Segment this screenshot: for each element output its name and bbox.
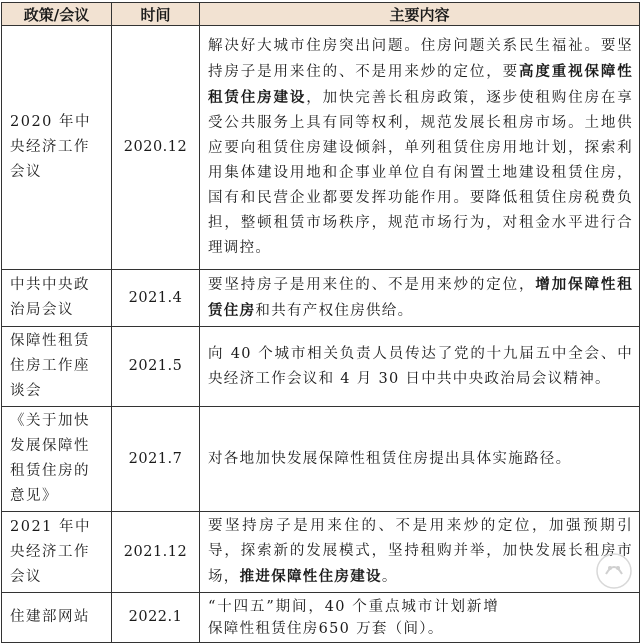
header-content: 主要内容	[200, 3, 640, 26]
header-policy: 政策/会议	[2, 3, 112, 26]
content-text: 。	[381, 569, 398, 585]
time-cell: 2022.1	[112, 593, 200, 643]
content-cell	[200, 26, 640, 270]
table-row	[2, 512, 640, 593]
table-row	[2, 26, 640, 270]
time-cell: 2021.7	[112, 407, 200, 512]
content-cell	[200, 407, 640, 512]
content-text: 解决好大城市住房突出问题。住房问题关系民生福祉。要坚持房子是用来住的、不是用来炒的定位，要	[208, 38, 633, 80]
content-text: 要坚持房子是用来住的、不是用来炒的定位，	[208, 277, 536, 293]
content-emphasis: 增加保障性租赁住房	[208, 276, 633, 319]
policy-cell: 2020 年中央经济工作会议	[2, 26, 112, 270]
watermark-logo-icon	[595, 552, 633, 590]
content-text: 要坚持房子是用来住的、不是用来炒的定位，加强预期引导，探索新的发展模式，坚持租购并举，加快发展长租房市场，	[208, 518, 633, 585]
content-text: 和共有产权住房供给。	[255, 303, 414, 319]
content-text: ，加快完善长租房政策，逐步使租购住房在享受公共服务上具有同等权利，规范发展长租房市场。土地供应要向租赁住房建设倾斜，单列租赁住房用地计划，探索利用集体建设用地和企事业单位自有闲置土地建设租赁住房，国有和民营企业都要发挥功能作用。要降低租赁住房税费负担，整顿租赁市场秩序，规范市场行为，对租金水平进行合理调控。	[208, 90, 633, 256]
policy-table	[1, 2, 640, 643]
policy-cell: 中共中央政治局会议	[2, 270, 112, 327]
content-text: “十四五”期间，40 个重点城市计划新增保障性租赁住房650 万套（间）。	[208, 598, 499, 637]
content-cell	[200, 593, 640, 643]
content-text: 对各地加快发展保障性租赁住房提出具体实施路径。	[208, 450, 572, 467]
content-cell	[200, 270, 640, 327]
policy-cell: 住建部网站	[2, 593, 112, 643]
policy-cell: 《关于加快发展保障性租赁住房的意见》	[2, 407, 112, 512]
table-row	[2, 270, 640, 327]
time-cell: 2020.12	[112, 26, 200, 270]
time-cell: 2021.4	[112, 270, 200, 327]
table-row	[2, 407, 640, 512]
content-emphasis: 推进保障性住房建设	[239, 568, 382, 585]
time-cell: 2021.5	[112, 327, 200, 407]
policy-cell: 2021 年中央经济工作会议	[2, 512, 112, 593]
policy-cell: 保障性租赁住房工作座谈会	[2, 327, 112, 407]
table-row	[2, 327, 640, 407]
table-header-row	[2, 3, 640, 26]
table-row	[2, 593, 640, 643]
time-cell: 2021.12	[112, 512, 200, 593]
content-cell	[200, 512, 640, 593]
content-text: 向 40 个城市相关负责人员传达了党的十九届五中全会、中央经济工作会议和 4 月 30 日中共中央政治局会议精神。	[208, 345, 633, 387]
header-time: 时间	[112, 3, 200, 26]
content-cell	[200, 327, 640, 407]
content-emphasis: 高度重视保障性租赁住房建设	[208, 63, 633, 106]
